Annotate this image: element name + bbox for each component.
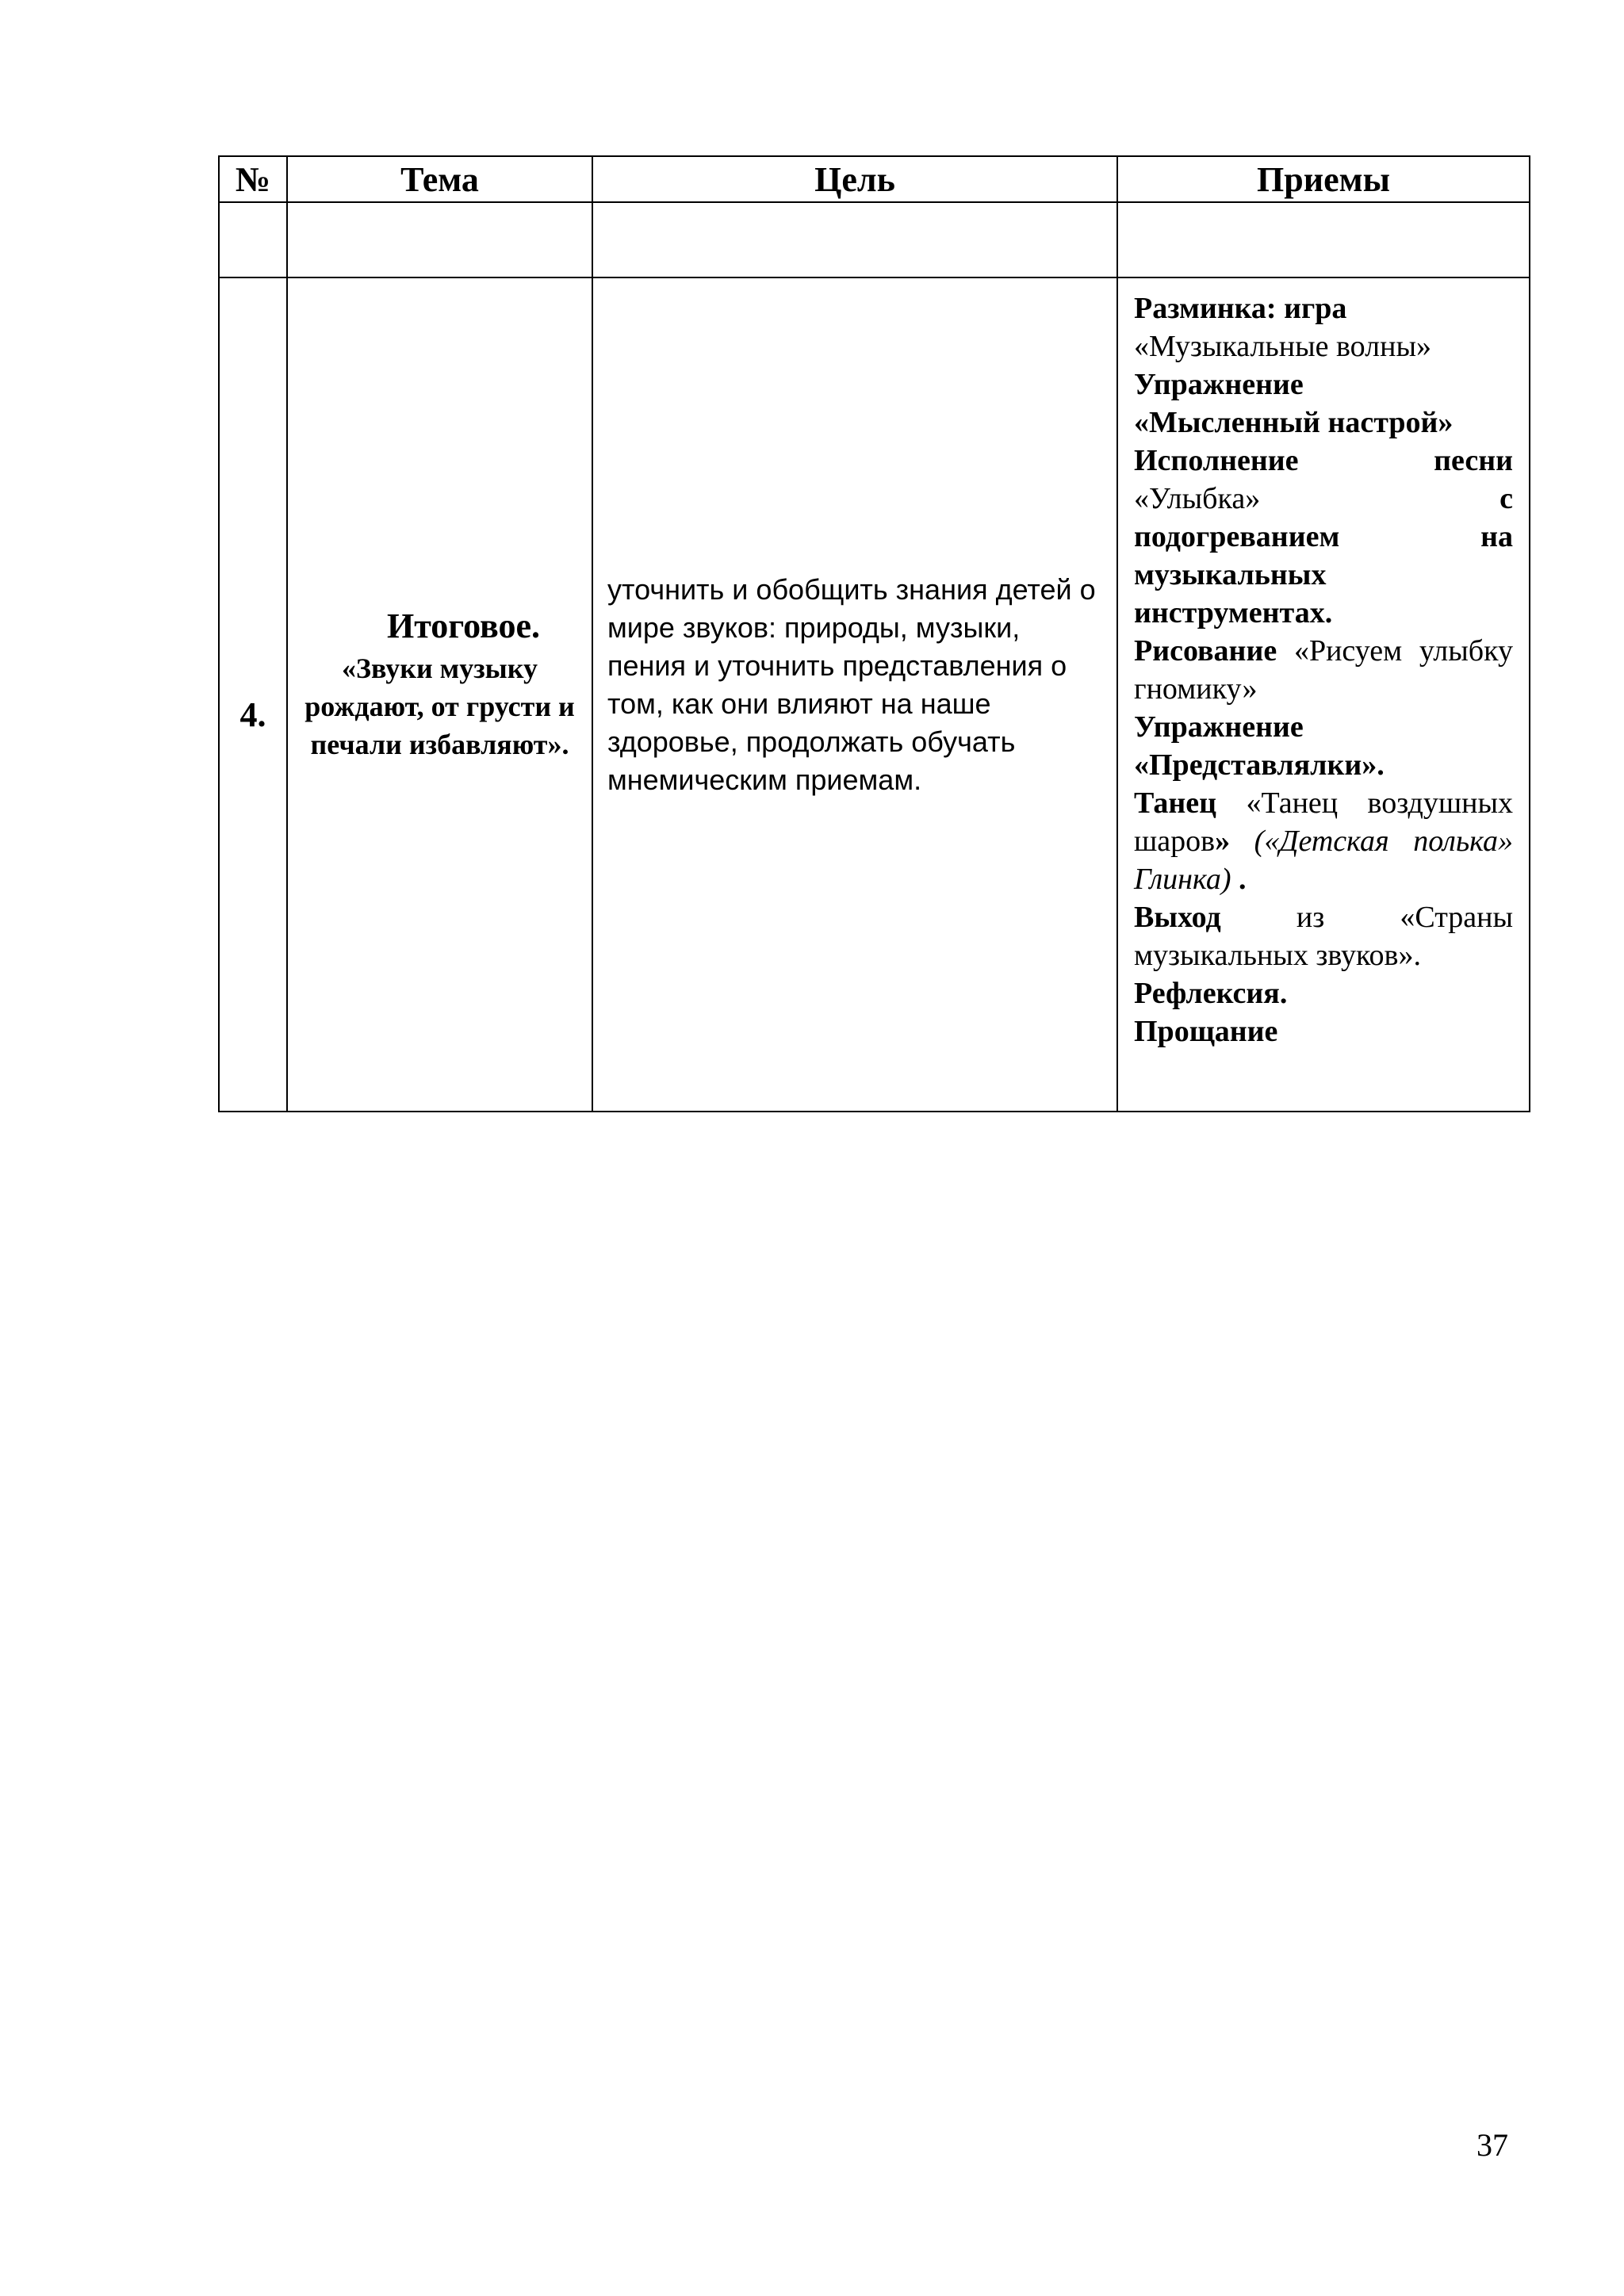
drawing-name: «Рисуем улыбку гномику» xyxy=(1134,634,1513,706)
table-header-row xyxy=(219,156,1530,202)
exercise1-label: Упражнение xyxy=(1134,368,1304,401)
header-num: № xyxy=(219,156,287,202)
song-label: Исполнение песни xyxy=(1134,444,1513,477)
song-name: «Улыбка» xyxy=(1134,482,1261,515)
dance-quote: » xyxy=(1215,825,1231,858)
exit-text: из «Страны музыкальных звуков». xyxy=(1134,901,1514,972)
song-with: с xyxy=(1500,482,1513,515)
drawing-label: Рисование xyxy=(1134,634,1277,668)
warmup-label: Разминка: игра xyxy=(1134,292,1347,325)
farewell: Прощание xyxy=(1134,1015,1278,1048)
table-row xyxy=(219,277,1530,1112)
exit-label: Выход xyxy=(1134,901,1221,934)
empty-cell xyxy=(592,202,1117,277)
empty-cell xyxy=(219,202,287,277)
reflection: Рефлексия. xyxy=(1134,977,1288,1010)
header-topic: Тема xyxy=(287,156,592,202)
exercise1-name: «Мысленный настрой» xyxy=(1134,406,1454,439)
methods-cell xyxy=(1117,277,1530,1112)
header-goal: Цель xyxy=(592,156,1117,202)
topic-subtitle: «Звуки музыку рождают, от грусти и печали избавляют». xyxy=(304,652,575,760)
topic-title: Итоговое. xyxy=(386,607,541,645)
warmup-game: «Музыкальные волны» xyxy=(1134,330,1432,363)
empty-cell xyxy=(1117,202,1530,277)
dance-end: . xyxy=(1239,863,1247,896)
dance-name: «Танец воздушных шаров xyxy=(1134,786,1514,858)
empty-cell xyxy=(287,202,592,277)
goal-text: уточнить и обобщить знания детей о мире звуков: природы, музыки, пения и уточнить представления о том, как они влияют на наше здоровье, продолжать обучать мнемическим приемам. xyxy=(607,573,1096,796)
dance-music: («Детская полька» Глинка) xyxy=(1134,825,1514,896)
goal-cell xyxy=(592,277,1117,1112)
header-methods: Приемы xyxy=(1117,156,1530,202)
exercise2-label: Упражнение xyxy=(1134,710,1304,744)
empty-row xyxy=(219,202,1530,277)
dance-label: Танец xyxy=(1134,786,1217,820)
page-number: 37 xyxy=(1477,2127,1508,2163)
song-rest: подогреванием на музыкальных инструментах. xyxy=(1134,520,1513,629)
exercise2-name: «Представлялки». xyxy=(1134,748,1385,782)
lesson-plan-table xyxy=(218,155,1530,1112)
row-number: 4. xyxy=(219,277,287,1112)
topic-cell xyxy=(287,277,592,1112)
